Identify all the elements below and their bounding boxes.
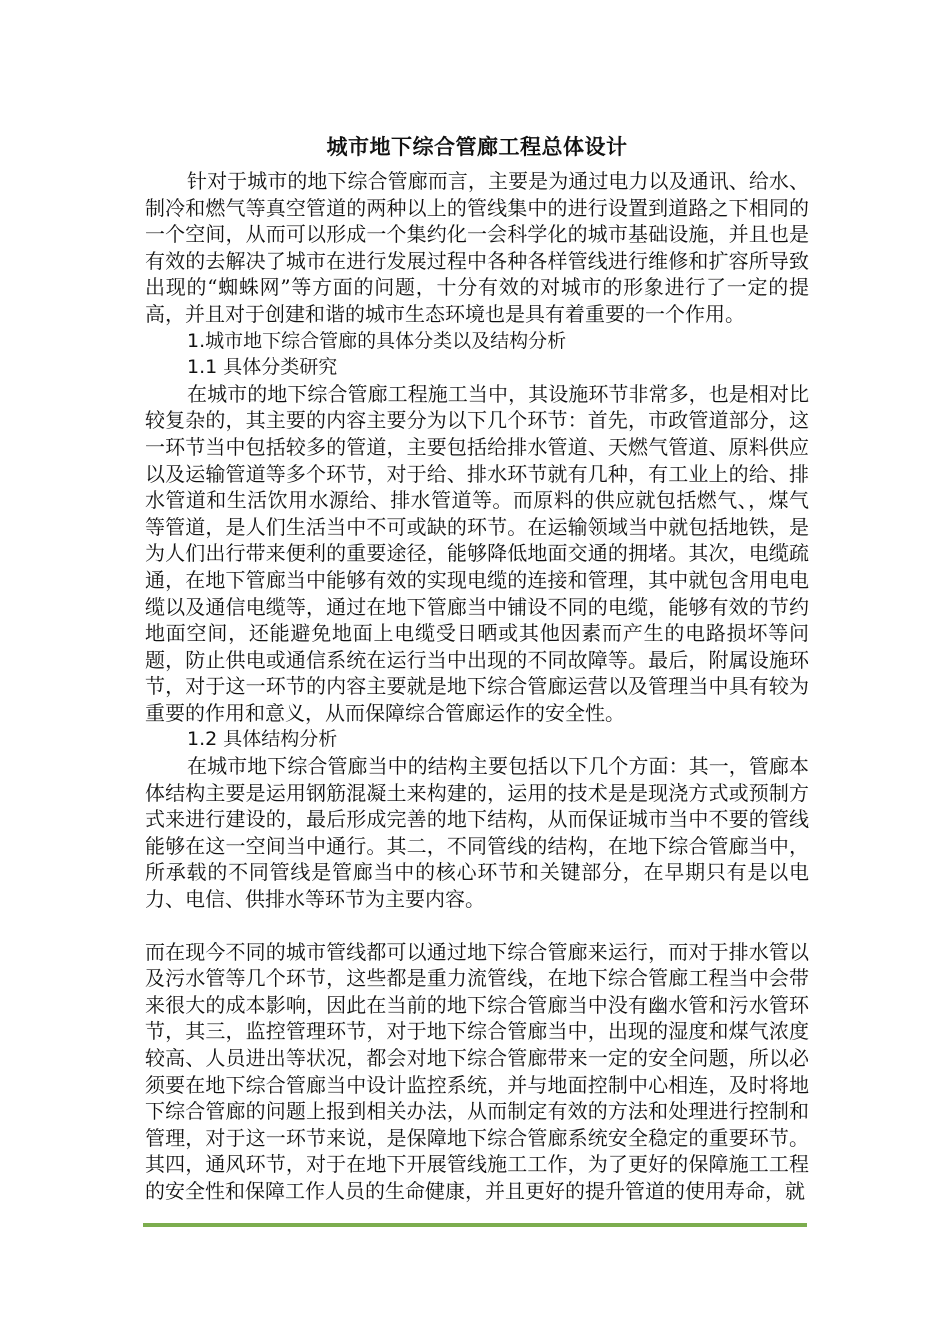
document-title: 城市地下综合管廊工程总体设计 (326, 134, 628, 159)
footer-rule (143, 1223, 807, 1227)
section-1-heading: 1.城市地下综合管廊的具体分类以及结构分析 (187, 329, 567, 352)
intro-paragraph: 针对于城市的地下综合管廊而言，主要是为通过电力以及通讯、给水、制冷和燃气等真空管道的两种以上的管线集中的进行设置到道路之下相同的一个空间，从而可以形成一个集约化一会科学化的城市基础设施，并且也是有效的去解决了城市在进行发展过程中各种各样管线进行维修和扩容所导致出现的“蜘蛛网”等方面的问题，十分有效的对城市的形象进行了一定的提高，并且对于创建和谐的城市生态环境也是具有着重要的一个作用。 (145, 169, 809, 326)
section-1-1-paragraph: 在城市的地下综合管廊工程施工当中，其设施环节非常多，也是相对比较复杂的，其主要的内容主要分为以下几个环节：首先，市政管道部分，这一环节当中包括较多的管道，主要包括给排水管道、天燃气管道、原料供应以及运输管道等多个环节，对于给、排水环节就有几种，有工业上的给、排水管道和生活饮用水源给、排水管道等。而原料的供应就包括燃气、，煤气等管道，是人们生活当中不可或缺的环节。在运输领域当中就包括地铁，是为人们出行带来便利的重要途径，能够降低地面交通的拥堵。其次，电缆疏通，在地下管廊当中能够有效的实现电缆的连接和管理，其中就包含用电电缆以及通信电缆等，通过在地下管廊当中铺设不同的电缆，能够有效的节约地面空间，还能避免地面上电缆受日晒或其他因素而产生的电路损坏等问题，防止供电或通信系统在运行当中出现的不同故障等。最后，附属设施环节，对于这一环节的内容主要就是地下综合管廊运营以及管理当中具有较为重要的作用和意义，从而保障综合管廊运作的安全性。 (145, 381, 809, 725)
section-1-1-heading: 1.1 具体分类研究 (187, 356, 338, 379)
section-1-2-heading: 1.2 具体结构分析 (187, 728, 338, 751)
section-1-2-paragraph: 在城市地下综合管廊当中的结构主要包括以下几个方面：其一，管廊本体结构主要是运用钢筋混凝土来构建的，运用的技术是是现浇方式或预制方式来进行建设的，最后形成完善的地下结构，从而保证城市当中不要的管线能够在这一空间当中通行。其二，不同管线的结构，在地下综合管廊当中，所承载的不同管线是管廊当中的核心环节和关键部分，在早期只有是以电力、电信、供排水等环节为主要内容。 (145, 754, 809, 912)
continuation-paragraph: 而在现今不同的城市管线都可以通过地下综合管廊来运行，而对于排水管以及污水管等几个环节，这些都是重力流管线，在地下综合管廊工程当中会带来很大的成本影响，因此在当前的地下综合管廊当中没有幽水管和污水管环节，其三，监控管理环节，对于地下综合管廊当中，出现的湿度和煤气浓度较高、人员进出等状况，都会对地下综合管廊带来一定的安全问题，所以必须要在地下综合管廊当中设计监控系统，并与地面控制中心相连，及时将地下综合管廊的问题上报到相关办法，从而制定有效的方法和处理进行控制和管理，对于这一环节来说，是保障地下综合管廊系统安全稳定的重要环节。其四，通风环节，对于在地下开展管线施工工作，为了更好的保障施工工程的安全性和保障工作人员的生命健康，并且更好的提升管道的使用寿命，就 (145, 939, 809, 1203)
document-body (145, 128, 809, 1205)
paragraph-gap (145, 913, 809, 939)
